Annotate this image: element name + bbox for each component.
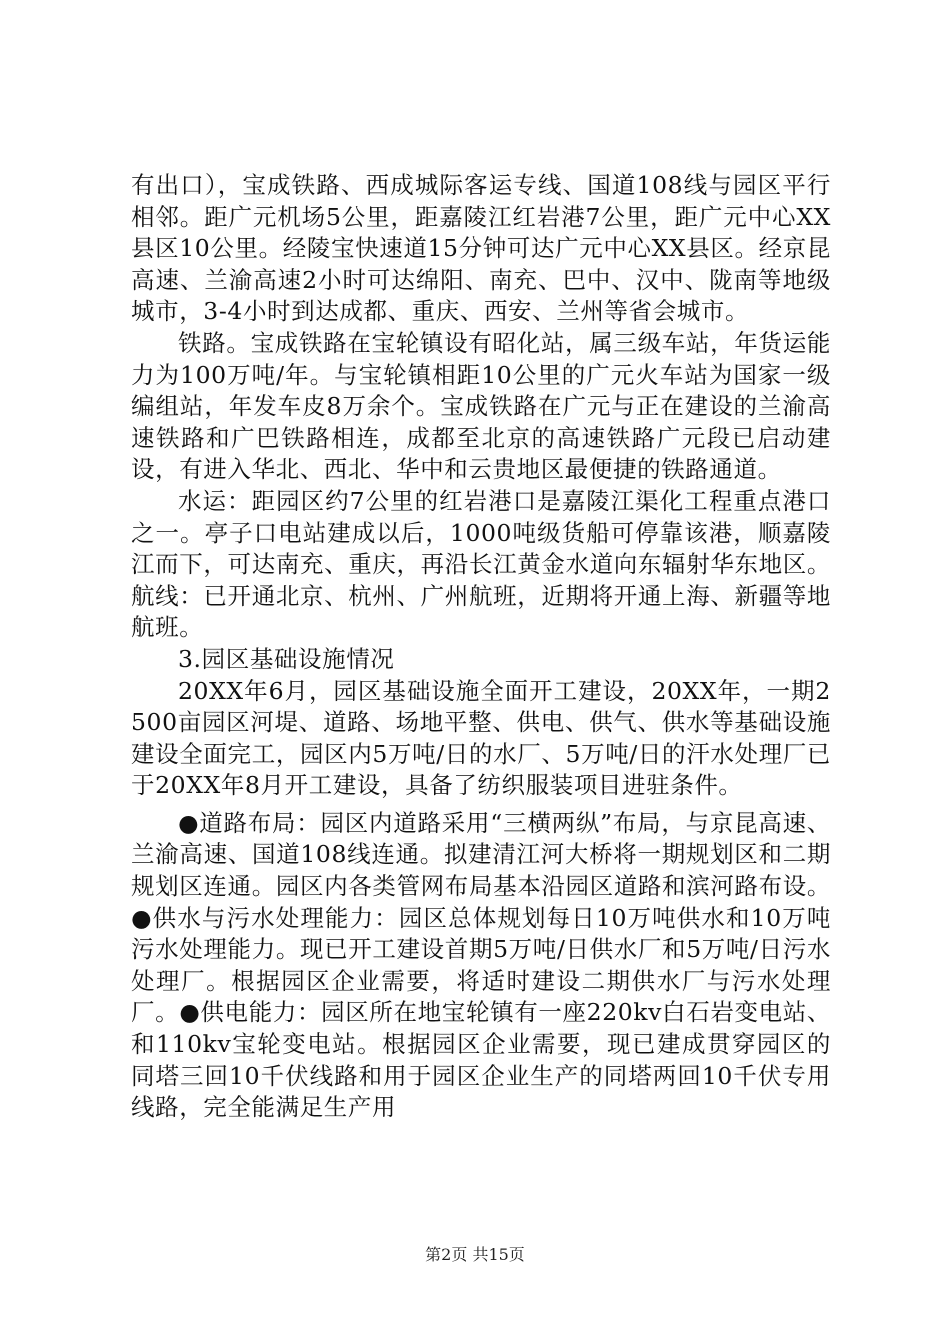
paragraph-infrastructure: 20XX年6月，园区基础设施全面开工建设，20XX年，一期2500亩园区河堤、道路、场地平整、供电、供气、供水等基础设施建设全面完工，园区内5万吨/日的水厂、5万吨/日的汗水处理厂已于20XX年8月开工建设，具备了纺织服装项目进驻条件。 [131,676,831,800]
section-heading-infrastructure: 3.园区基础设施情况 [178,644,395,673]
document-body [131,170,831,1124]
paragraph-railway: 铁路。宝成铁路在宝轮镇设有昭化站，属三级车站，年货运能力为100万吨/年。与宝轮镇相距10公里的广元火车站为国家一级编组站，年发车皮8万余个。宝成铁路在广元与正在建设的兰渝高速铁路和广巴铁路相连，成都至北京的高速铁路广元段已启动建设，有进入华北、西北、华中和云贵地区最便捷的铁路通道。 [131,328,831,484]
page-number: 第2页 共15页 [425,1245,525,1264]
paragraph-waterway: 水运：距园区约7公里的红岩港口是嘉陵江渠化工程重点港口之一。亭子口电站建成以后，1000吨级货船可停靠该港，顺嘉陵江而下，可达南充、重庆，再沿长江黄金水道向东辐射华东地区。航线：已开通北京、杭州、广州航班，近期将开通上海、新疆等地航班。 [131,486,831,642]
paragraph-road-water-power: ●道路布局：园区内道路采用“三横两纵”布局，与京昆高速、兰渝高速、国道108线连通。拟建清江河大桥将一期规划区和二期规划区连通。园区内各类管网布局基本沿园区道路和滨河路布设。●供水与污水处理能力：园区总体规划每日10万吨供水和10万吨污水处理能力。现已开工建设首期5万吨/日供水厂和5万吨/日污水处理厂。根据园区企业需要，将适时建设二期供水厂与污水处理厂。●供电能力：园区所在地宝轮镇有一座220kv白石岩变电站、和110kv宝轮变电站。根据园区企业需要，现已建成贯穿园区的同塔三回10千伏线路和用于园区企业生产的同塔两回10千伏专用线路，完全能满足生产用 [131,808,831,1122]
paragraph-transport-overview: 有出口），宝成铁路、西成城际客运专线、国道108线与园区平行相邻。距广元机场5公里，距嘉陵江红岩港7公里，距广元中心XX县区10公里。经陵宝快速道15分钟可达广元中心XX县区。经京昆高速、兰渝高速2小时可达绵阳、南充、巴中、汉中、陇南等地级城市，3-4小时到达成都、重庆、西安、兰州等省会城市。 [131,171,831,326]
